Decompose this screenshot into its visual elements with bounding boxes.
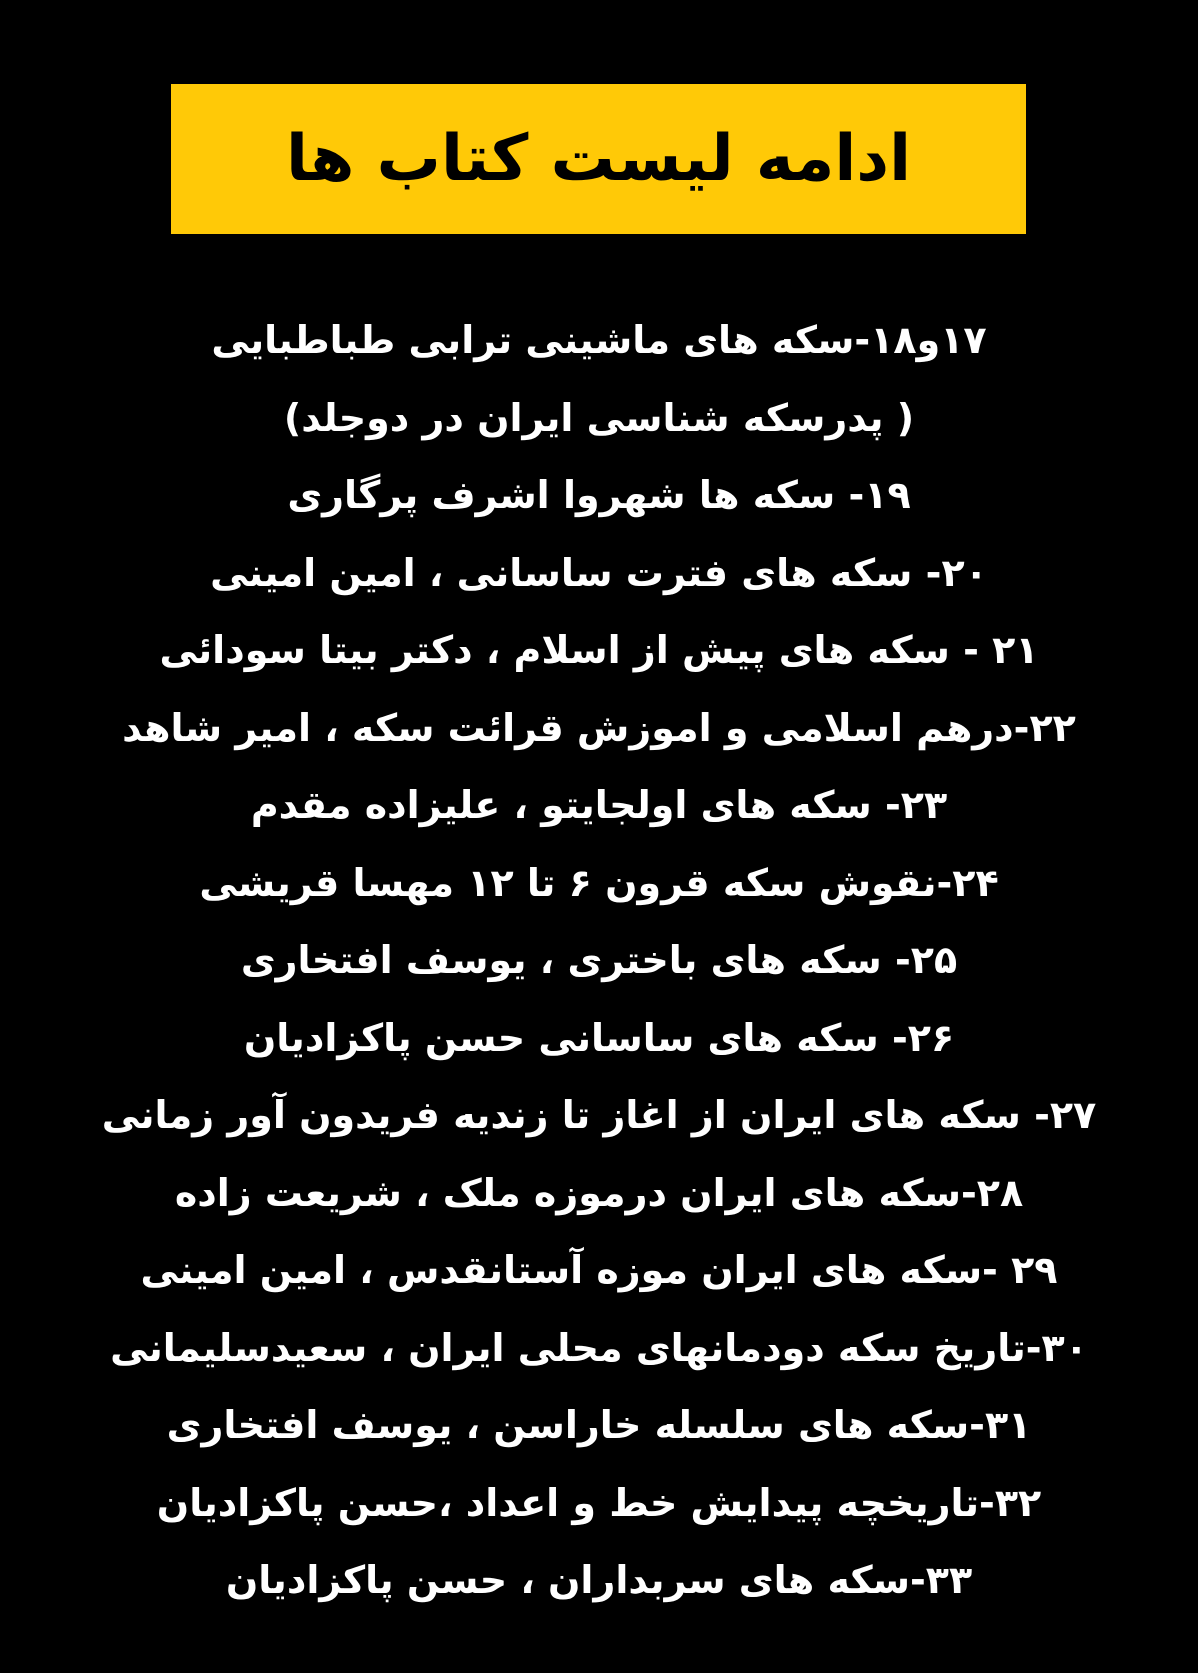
list-item: ۲۶- سکه های ساسانی حسن پاکزادیان	[243, 1015, 955, 1060]
list-item: ۱۹- سکه ها شهروا اشرف پرگاری	[287, 473, 911, 517]
list-item: ۲۷- سکه های ایران از اغاز تا زندیه فریدون آور زمانی	[101, 1093, 1097, 1137]
list-item: ۲۳- سکه های اولجایتو ، علیزاده مقدم	[250, 783, 948, 827]
page-title: ادامه لیست کتاب ها	[285, 122, 912, 196]
book-list	[0, 302, 1198, 1620]
list-item: ۳۳-سکه های سربداران ، حسن پاکزادیان	[225, 1558, 973, 1602]
title-banner	[171, 84, 1026, 234]
list-item: ۲۴-نقوش سکه قرون ۶ تا ۱۲ مهسا قریشی	[199, 860, 999, 905]
list-item: ( پدرسکه شناسی ایران در دوجلد)	[283, 395, 915, 440]
list-item: ۲۵- سکه های باختری ، یوسف افتخاری	[240, 938, 958, 982]
list-item: ۳۲-تاریخچه پیدایش خط و اعداد ،حسن پاکزادیان	[156, 1480, 1042, 1525]
list-item: ۳۰-تاریخ سکه دودمانهای محلی ایران ، سعیدسلیمانی	[110, 1325, 1088, 1370]
list-item: ۳۱-سکه های سلسله خاراسن ، یوسف افتخاری	[166, 1403, 1032, 1447]
list-item: ۱۷و۱۸-سکه های ماشینی ترابی طباطبایی	[211, 318, 987, 362]
list-item: ۲۲-درهم اسلامی و اموزش قرائت سکه ، امیر شاهد	[122, 705, 1076, 750]
list-item: ۲۱ - سکه های پیش از اسلام ، دکتر بیتا سودائی	[159, 628, 1039, 672]
list-item: ۲۰- سکه های فترت ساسانی ، امین امینی	[210, 550, 988, 595]
list-item: ۲۹ -سکه های ایران موزه آستانقدس ، امین امینی	[140, 1248, 1058, 1292]
list-item: ۲۸-سکه های ایران درموزه ملک ، شریعت زاده	[174, 1170, 1024, 1215]
